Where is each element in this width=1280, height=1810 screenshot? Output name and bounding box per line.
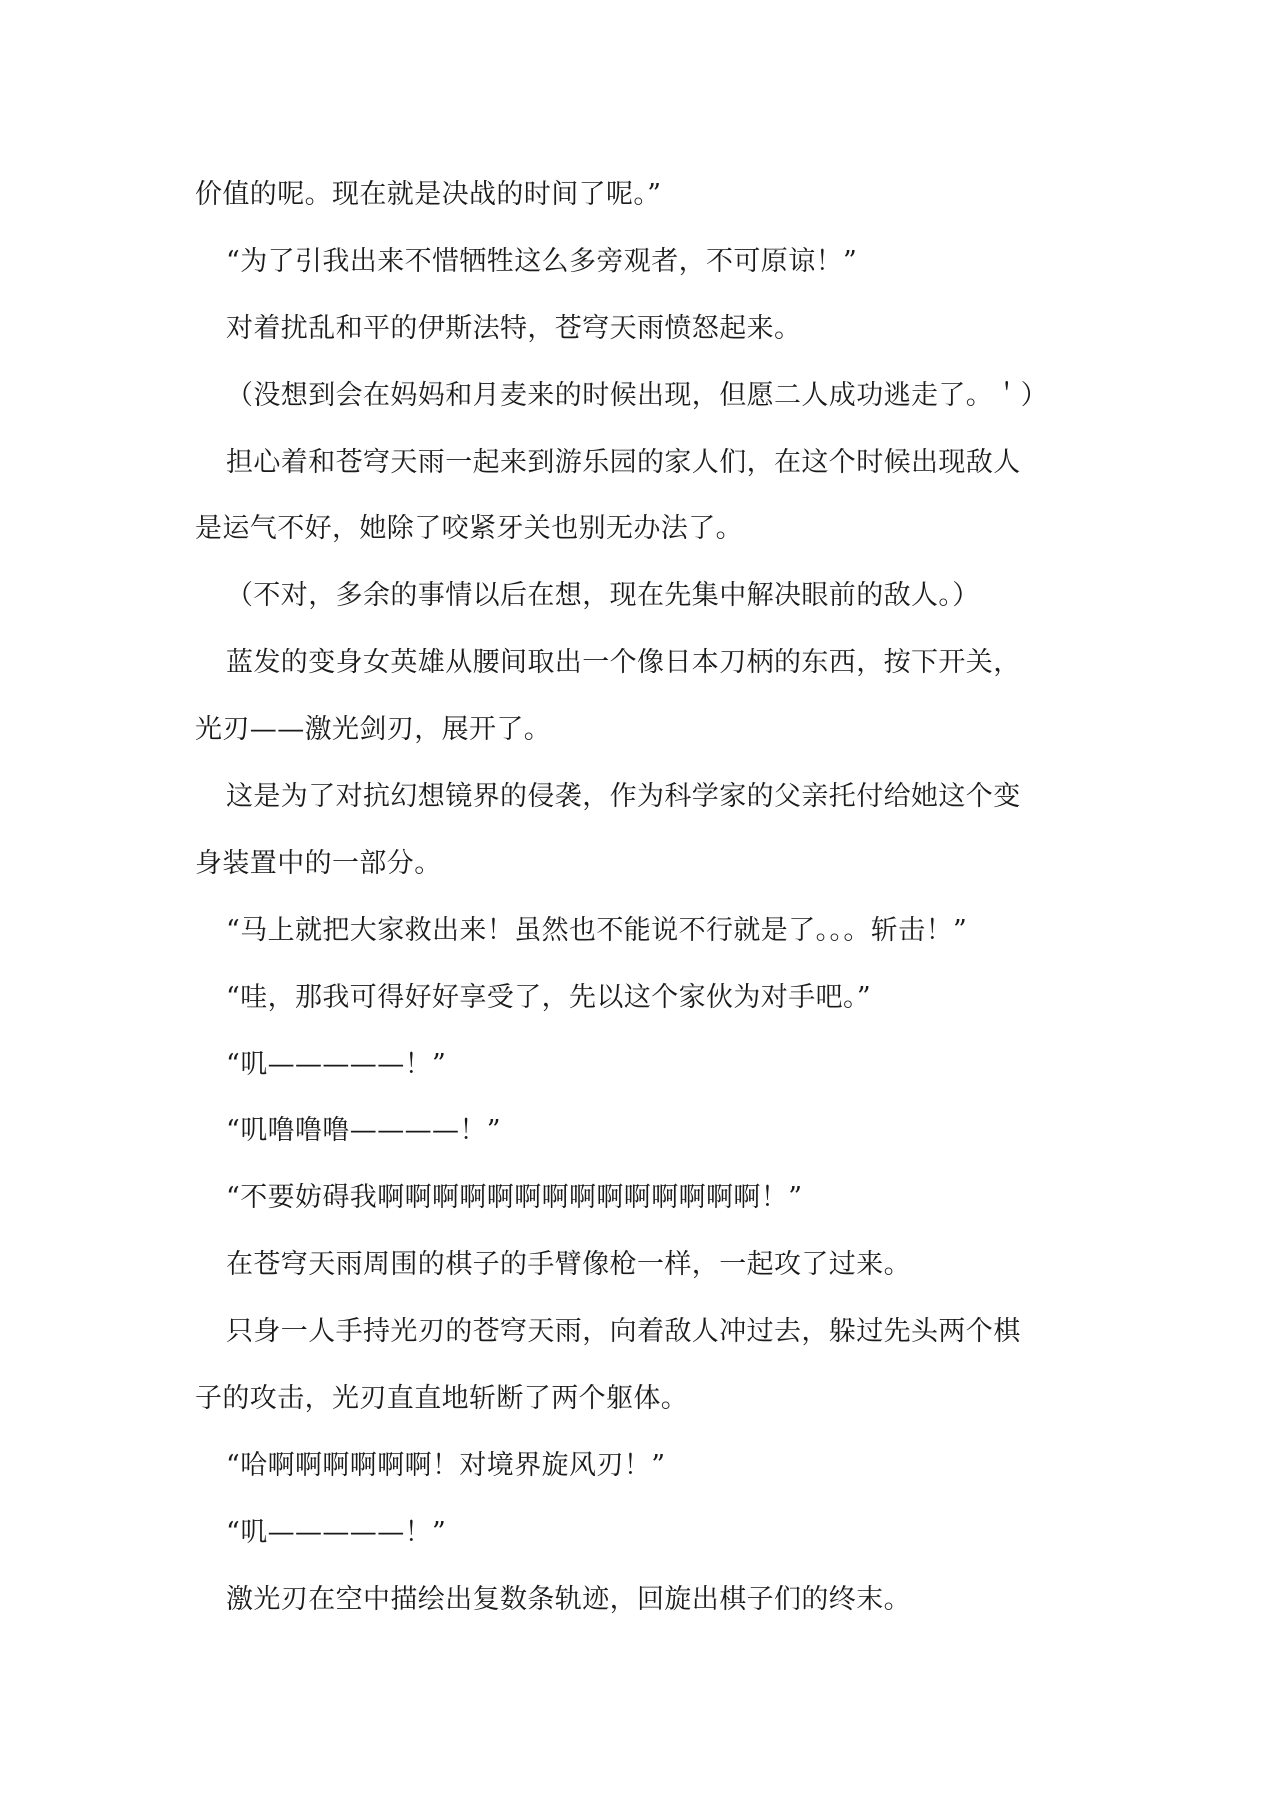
text-line: “马上就把大家救出来！虽然也不能说不行就是了。。。斩击！” [226, 914, 968, 946]
text-line: 对着扰乱和平的伊斯法特，苍穹天雨愤怒起来。 [226, 312, 802, 344]
text-line: 是运气不好，她除了咬紧牙关也别无办法了。 [195, 513, 743, 545]
text-line: 光刃——激光剑刃，展开了。 [195, 714, 552, 746]
text-line: 担心着和苍穹天雨一起来到游乐园的家人们，在这个时候出现敌人 [226, 446, 1021, 478]
body-text [195, 162, 1095, 1634]
text-line: 在苍穹天雨周围的棋子的手臂像枪一样，一起攻了过来。 [226, 1249, 911, 1281]
text-line: “为了引我出来不惜牺牲这么多旁观者，不可原谅！” [226, 245, 858, 277]
text-line: “不要妨碍我啊啊啊啊啊啊啊啊啊啊啊啊啊啊！” [226, 1182, 803, 1214]
text-line: 这是为了对抗幻想镜界的侵袭，作为科学家的父亲托付给她这个变 [226, 781, 1021, 813]
text-line: 价值的呢。现在就是决战的时间了呢。” [195, 179, 662, 210]
text-line: 蓝发的变身女英雄从腰间取出一个像日本刀柄的东西，按下开关， [226, 647, 1021, 679]
text-line: “哈啊啊啊啊啊啊！对境界旋风刃！” [226, 1449, 666, 1481]
text-line: 子的攻击，光刃直直地斩断了两个躯体。 [195, 1383, 689, 1415]
text-line: “哇，那我可得好好享受了，先以这个家伙为对手吧。” [226, 981, 872, 1013]
text-line: 身装置中的一部分。 [195, 847, 442, 879]
text-line: “叽噜噜噜————！” [226, 1115, 502, 1147]
text-line: 只身一人手持光刃的苍穹天雨，向着敌人冲过去，躲过先头两个棋 [226, 1316, 1021, 1348]
text-line: （没想到会在妈妈和月麦来的时候出现，但愿二人成功逃走了。＇） [226, 379, 1048, 411]
text-line: 激光刃在空中描绘出复数条轨迹，回旋出棋子们的终末。 [226, 1583, 911, 1615]
text-line: “叽—————！” [226, 1048, 447, 1080]
text-line: “叽—————！” [226, 1516, 447, 1548]
text-line: （不对，多余的事情以后在想，现在先集中解决眼前的敌人。） [226, 580, 980, 612]
